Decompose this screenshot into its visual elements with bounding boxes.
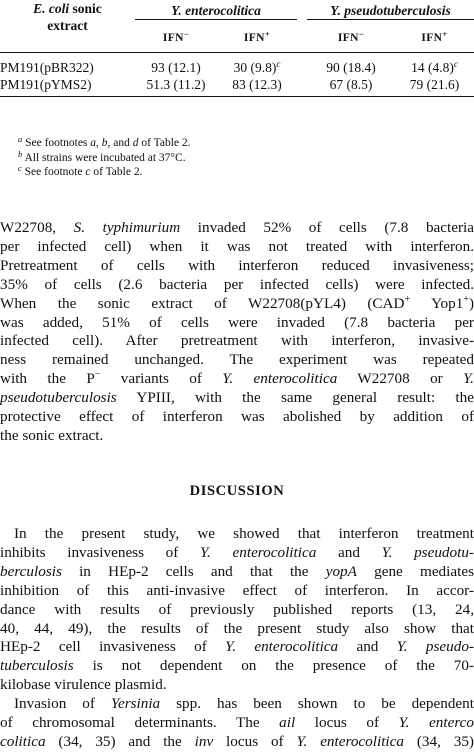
extract-label-species: E. coli [33, 1, 70, 16]
table-row [0, 53, 474, 77]
row-label: PM191(pYMS2) [0, 76, 135, 97]
text-line: dance with results of previously published reports (13, 24, [0, 600, 474, 618]
table-cell: 90 (18.4) [307, 53, 395, 77]
footnote-a: $^a$ See footnotes a, b, and d of Table 2. [18, 134, 191, 149]
row-label: PM191(pBR322) [0, 53, 135, 77]
table-cell: 93 (12.1) [135, 53, 217, 77]
text-line: infected cell). After pretreatment with interferon, invasive- [0, 332, 474, 350]
extract-column-header [0, 0, 135, 53]
text-line: was added, 51% of cells were invaded (7.8 bacteria per [0, 313, 474, 331]
text-line: the sonic extract. [0, 426, 104, 444]
text-line: inhibits invasiveness of Y. enterocolitica and Y. pseudotu- [0, 543, 474, 561]
text-line: berculosis in HEp-2 cells and that the yopA gene mediates [0, 562, 474, 580]
text-line: pseudotuberculosis YPIII, with the same general result: the [0, 389, 474, 407]
text-line: with the P− variants of Y. enterocolitica W22708 or Y. [0, 369, 474, 388]
text-line: ness remained unchanged. The experiment was repeated [0, 351, 474, 369]
text-line: of chromosomal determinants. The ail locus of Y. enterco [0, 714, 474, 732]
text-line: inhibition of this anti-invasive effect of interferon. In accor- [0, 581, 474, 599]
text-line: In the present study, we showed that interferon treatment [14, 525, 474, 542]
text-line: 35% of cells (2.6 bacteria per infected cells) were infected. [0, 275, 474, 293]
extract-label-extract: extract [47, 18, 88, 33]
text-line: tuberculosis is not dependent on the presence of the 70- [0, 657, 474, 675]
group-header-pseudotuberculosis: Y. pseudotuberculosis [307, 0, 474, 20]
results-table [0, 0, 474, 97]
section-heading: DISCUSSION [189, 483, 285, 499]
subheader-ifn-plus: IFN+ [421, 29, 448, 44]
results-paragraph [0, 219, 474, 446]
text-line: per infected cell) when it was not treated with interferon. [0, 237, 474, 255]
text-line: Invasion of Yersinia spp. has been shown to be dependent [14, 695, 474, 713]
table-cell: 79 (21.6) [395, 76, 474, 97]
table-row [0, 76, 474, 97]
group-header-enterocolitica: Y. enterocolitica [135, 0, 297, 20]
table-cell: 67 (8.5) [307, 76, 395, 97]
table-cell: 30 $(9.8)^c$ [217, 53, 297, 77]
text-line: 40, 44, 49), the results of the present study also show that [0, 619, 474, 637]
text-line: protective effect of interferon was abolished by addition of [0, 408, 474, 426]
subheader-ifn-minus: IFN− [337, 29, 365, 44]
table-cell: 83 (12.3) [217, 76, 297, 97]
text-line: Pretreatment of cells with interferon reduced invasiveness; [0, 256, 474, 274]
footnote-c: $^c$ See footnote c of Table 2. [18, 163, 143, 178]
text-line: colitica (34, 35) and the inv locus of Y. enterocolitica (34, 35) [0, 732, 474, 750]
table-footnotes [18, 136, 191, 180]
text-line: W22708, S. typhimurium invaded 52% of cells (7.8 bacteria [0, 219, 474, 236]
table-cell: 14 $(4.8)^c$ [395, 53, 474, 77]
text-line: When the sonic extract of W22708(pYL4) (CAD+ Yop1+) [0, 293, 474, 312]
footnote-b: $^b$ All strains were incubated at 37°C. [18, 148, 186, 164]
table-cell: 51.3 (11.2) [135, 76, 217, 97]
discussion-text [0, 525, 474, 752]
subheader-ifn-plus: IFN+ [243, 29, 271, 44]
subheader-ifn-minus: IFN− [162, 29, 190, 44]
extract-label-sonic: sonic [69, 1, 102, 16]
text-line: HEp-2 cell invasiveness of Y. enterocolitica and Y. pseudo- [0, 638, 474, 656]
text-line: kilobase virulence plasmid. [0, 676, 167, 694]
